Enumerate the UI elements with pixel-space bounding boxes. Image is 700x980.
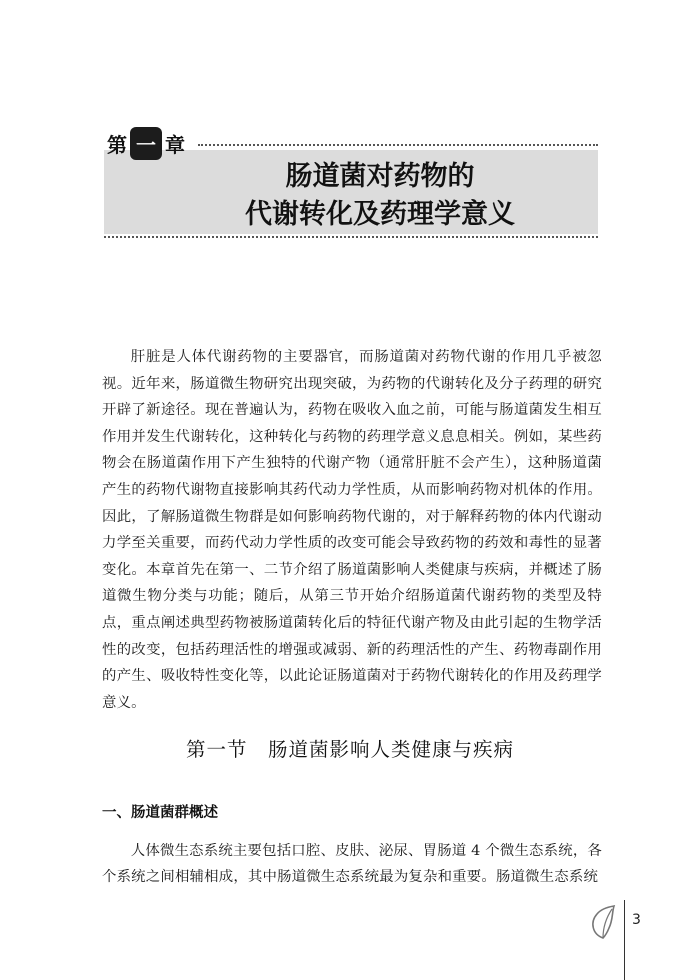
footer-divider xyxy=(624,900,625,980)
page-number: 3 xyxy=(632,912,641,928)
chapter-label xyxy=(104,127,188,160)
chapter-label-suffix: 章 xyxy=(165,133,185,157)
chapter-title xyxy=(150,158,610,234)
intro-paragraph: 肝脏是人体代谢药物的主要器官，而肠道菌对药物代谢的作用几乎被忽视。近年来，肠道微生物研究出现突破，为药物的代谢转化及分子药理的研究开辟了新途径。现在普遍认为，药物在吸收入血之前，可能与肠道菌发生相互作用并发生代谢转化，这种转化与药物的药理学意义息息相关。例如，某些药物会在肠道菌作用下产生独特的代谢产物（通常肝脏不会产生），这种肠道菌产生的药物代谢物直接影响其药代动力学性质，从而影响药物对机体的作用。因此，了解肠道微生物群是如何影响药物代谢的，对于解释药物的体内代谢动力学至关重要，而药代动力学性质的改变可能会导致药物的药效和毒性的显著变化。本章首先在第一、二节介绍了肠道菌影响人类健康与疾病，并概述了肠道微生物分类与功能；随后，从第三节开始介绍肠道菌代谢药物的类型及特点，重点阐述典型药物被肠道菌转化后的特征代谢产物及由此引起的生物学活性的改变，包括药理活性的增强或减弱、新的药理活性的产生、药物毒副作用的产生、吸收特性变化等，以此论证肠道菌对于药物代谢转化的作用及药理学意义。 xyxy=(102,349,602,711)
dotted-rule-top xyxy=(198,144,598,146)
dotted-rule-bottom xyxy=(104,236,598,238)
chapter-label-number: 一 xyxy=(130,127,162,160)
subsection-title: 一、肠道菌群概述 xyxy=(102,805,218,821)
chapter-label-prefix: 第 xyxy=(107,133,127,157)
chapter-title-line-1: 肠道菌对药物的 xyxy=(285,161,475,192)
leaf-icon xyxy=(588,904,618,940)
body-paragraph: 人体微生态系统主要包括口腔、皮肤、泌尿、胃肠道 4 个微生态系统，各个系统之间相辅相成，其中肠道微生态系统最为复杂和重要。肠道微生态系统 xyxy=(102,843,603,885)
section-title: 第一节 肠道菌影响人类健康与疾病 xyxy=(185,738,514,761)
chapter-title-line-2: 代谢转化及药理学意义 xyxy=(245,199,515,230)
